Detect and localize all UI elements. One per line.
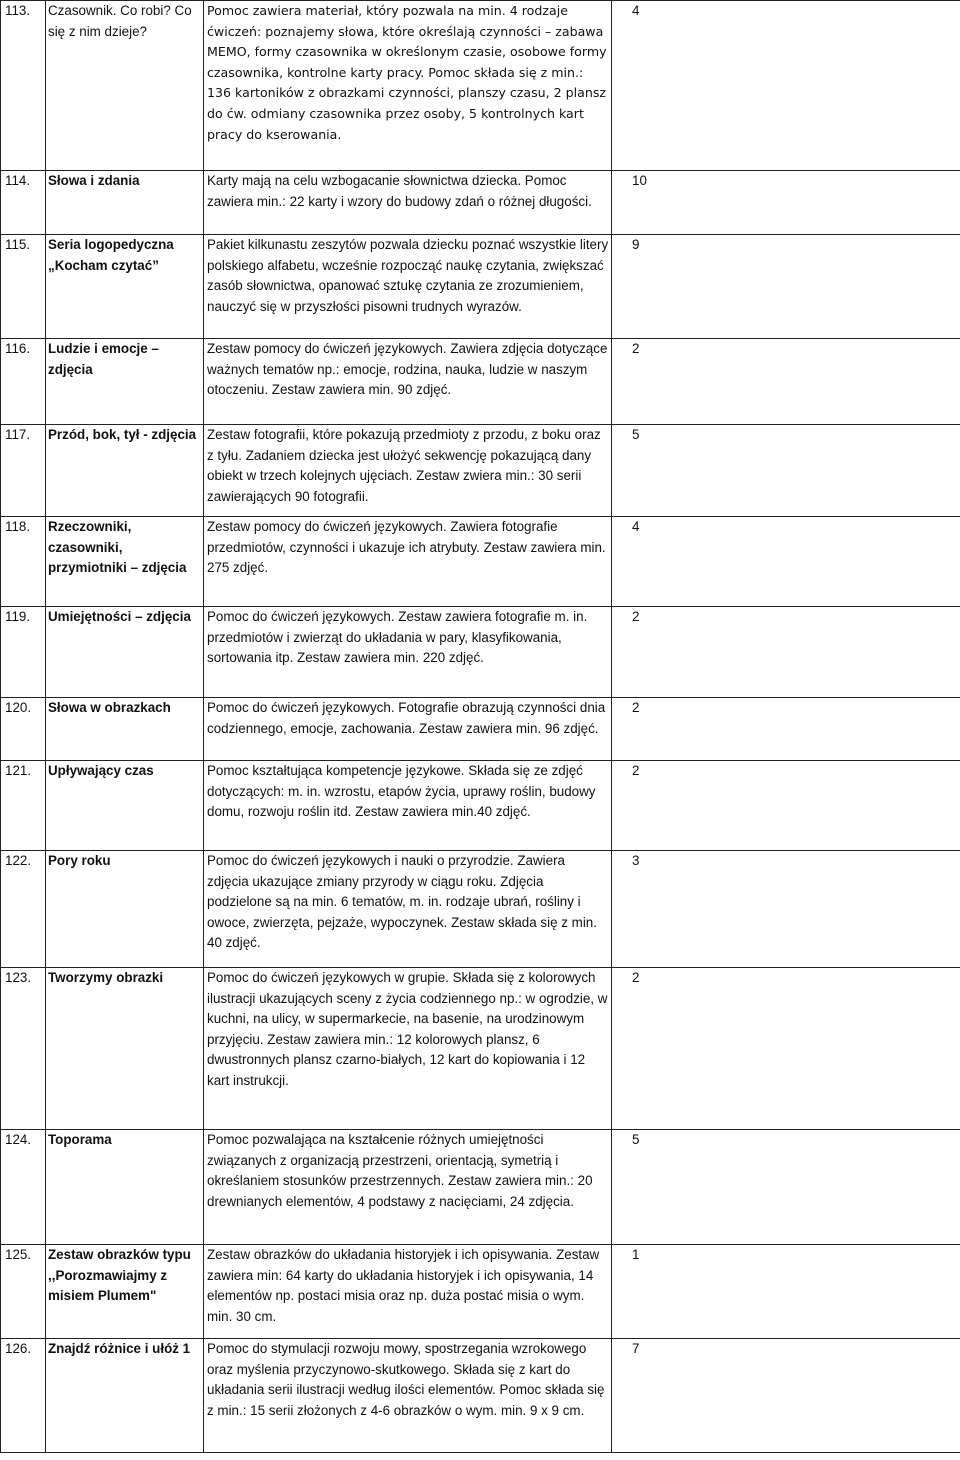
table-row [1,1130,960,1245]
table-row [1,171,960,235]
row-description: Pomoc do ćwiczeń językowych i nauki o przyrodzie. Zawiera zdjęcia ukazujące zmiany przyrody w ciągu roku. Zdjęcia podzielone są na min. 6 tematów, m. in. rodzaje ubrań, rośliny i owoce, zwierzęta, pejzaże, wypoczynek. Zestaw składa się z min. 40 zdjęć. [204,851,612,968]
row-title: Pory roku [46,851,204,968]
table-row [1,968,960,1130]
row-title: Seria logopedyczna „Kocham czytać” [46,235,204,339]
row-description: Zestaw obrazków do układania historyjek i ich opisywania. Zestaw zawiera min: 64 karty do układania historyjek i ich opisywania, 14 elementów np. postaci misia oraz np. duża postać misia o wym. min. 30 cm. [204,1245,612,1339]
row-number: 120. [1,698,46,761]
row-description: Pomoc do stymulacji rozwoju mowy, spostrzegania wzrokowego oraz myślenia przyczynowo-skutkowego. Składa się z kart do układania serii ilustracji według ilości elementów. Pomoc składa się z min.: 15 serii złożonych z 4-6 obrazków o wym. min. 9 x 9 cm. [204,1339,612,1453]
table-row [1,1,960,171]
row-title: Toporama [46,1130,204,1245]
row-title: Przód, bok, tył - zdjęcia [46,425,204,517]
row-number: 125. [1,1245,46,1339]
table-row [1,1339,960,1453]
row-quantity: 4 [612,1,960,171]
row-description: Pomoc do ćwiczeń językowych. Fotografie obrazują czynności dnia codziennego, emocje, zachowania. Zestaw zawiera min. 96 zdjęć. [204,698,612,761]
row-title: Zestaw obrazków typu ,,Porozmawiajmy z misiem Plumem" [46,1245,204,1339]
row-number: 119. [1,607,46,698]
table-row [1,607,960,698]
row-quantity: 7 [612,1339,960,1453]
row-number: 114. [1,171,46,235]
row-title: Znajdź różnice i ułóż 1 [46,1339,204,1453]
row-title: Rzeczowniki, czasowniki, przymiotniki – zdjęcia [46,517,204,607]
row-number: 122. [1,851,46,968]
row-number: 121. [1,761,46,851]
row-number: 117. [1,425,46,517]
row-quantity: 4 [612,517,960,607]
row-quantity: 2 [612,607,960,698]
row-quantity: 9 [612,235,960,339]
row-quantity: 2 [612,698,960,761]
row-description: Zestaw pomocy do ćwiczeń językowych. Zawiera fotografie przedmiotów, czynności i ukazuje ich atrybuty. Zestaw zawiera min. 275 zdjęć. [204,517,612,607]
row-quantity: 5 [612,425,960,517]
row-title: Ludzie i emocje – zdjęcia [46,339,204,425]
table-row [1,1245,960,1339]
row-title: Tworzymy obrazki [46,968,204,1130]
row-title: Upływający czas [46,761,204,851]
row-title: Czasownik. Co robi? Co się z nim dzieje? [46,1,204,171]
row-description: Karty mają na celu wzbogacanie słownictwa dziecka. Pomoc zawiera min.: 22 karty i wzory do budowy zdań o różnej długości. [204,171,612,235]
row-description: Pomoc do ćwiczeń językowych w grupie. Składa się z kolorowych ilustracji ukazujących sceny z życia codziennego np.: w ogrodzie, w kuchni, na ulicy, w supermarkecie, na basenie, na urodzinowym przyjęciu. Zestaw zawiera min.: 12 kolorowych plansz, 6 dwustronnych plansz czarno-białych, 12 kart do kopiowania i 12 kart instrukcji. [204,968,612,1130]
row-quantity: 2 [612,339,960,425]
table-row [1,851,960,968]
row-number: 123. [1,968,46,1130]
row-number: 126. [1,1339,46,1453]
row-description: Pomoc zawiera materiał, który pozwala na min. 4 rodzaje ćwiczeń: poznajemy słowa, które określają czynności – zabawa MEMO, formy czasownika w określonym czasie, osobowe formy czasownika, kontrolne karty pracy. Pomoc składa się z min.: 136 kartoników z obrazkami czynności, planszy czasu, 2 plansz do ćw. odmiany czasownika przez osoby, 5 kontrolnych kart pracy do kserowania. [204,1,612,171]
row-quantity: 3 [612,851,960,968]
table-row [1,698,960,761]
table-row [1,339,960,425]
table-row [1,425,960,517]
row-description: Pomoc do ćwiczeń językowych. Zestaw zawiera fotografie m. in. przedmiotów i zwierząt do układania w pary, klasyfikowania, sortowania itp. Zestaw zawiera min. 220 zdjęć. [204,607,612,698]
row-description: Zestaw fotografii, które pokazują przedmioty z przodu, z boku oraz z tyłu. Zadaniem dziecka jest ułożyć sekwencję pokazującą dany obiekt w trzech kolejnych ujęciach. Zestaw zwiera min.: 30 serii zawierających 90 fotografii. [204,425,612,517]
row-number: 115. [1,235,46,339]
table-row [1,517,960,607]
table-row [1,761,960,851]
row-title: Słowa i zdania [46,171,204,235]
row-title: Umiejętności – zdjęcia [46,607,204,698]
row-quantity: 5 [612,1130,960,1245]
row-quantity: 2 [612,968,960,1130]
row-quantity: 10 [612,171,960,235]
row-number: 118. [1,517,46,607]
row-description: Pomoc pozwalająca na kształcenie różnych umiejętności związanych z organizacją przestrzeni, orientacją, symetrią i określaniem stosunków przestrzennych. Zestaw zawiera min.: 20 drewnianych elementów, 4 podstawy z nacięciami, 24 zdjęcia. [204,1130,612,1245]
row-description: Pakiet kilkunastu zeszytów pozwala dziecku poznać wszystkie litery polskiego alfabetu, wcześnie rozpocząć naukę czytania, zwiększać zasób słownictwa, opanować sztukę czytania ze zrozumieniem, nauczyć się w przyszłości pisowni trudnych wyrazów. [204,235,612,339]
row-title: Słowa w obrazkach [46,698,204,761]
row-description: Pomoc kształtująca kompetencje językowe. Składa się ze zdjęć dotyczących: m. in. wzrostu, etapów życia, uprawy roślin, budowy domu, rozwoju roślin itd. Zestaw zawiera min.40 zdjęć. [204,761,612,851]
row-quantity: 1 [612,1245,960,1339]
row-number: 124. [1,1130,46,1245]
row-number: 113. [1,1,46,171]
row-quantity: 2 [612,761,960,851]
row-number: 116. [1,339,46,425]
row-description: Zestaw pomocy do ćwiczeń językowych. Zawiera zdjęcia dotyczące ważnych tematów np.: emocje, rodzina, nauka, ludzie w naszym otoczeniu. Zestaw zawiera min. 90 zdjęć. [204,339,612,425]
table-row [1,235,960,339]
